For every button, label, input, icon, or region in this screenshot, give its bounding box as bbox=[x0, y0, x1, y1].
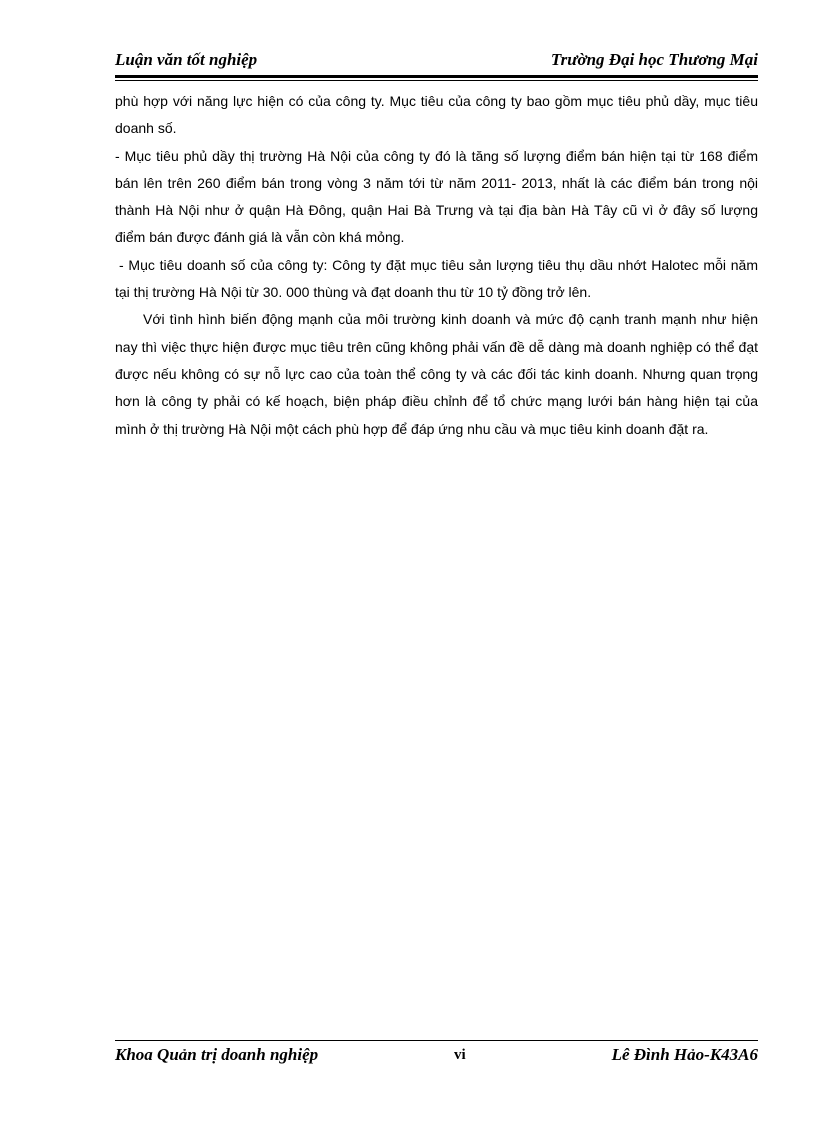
header-divider-thin bbox=[115, 80, 758, 81]
body-text bbox=[115, 88, 758, 443]
university-name: Trường Đại học Thương Mại bbox=[550, 50, 758, 69]
thesis-label: Luận văn tốt nghiệp bbox=[115, 50, 258, 69]
author-name: Lê Đình Hảo-K43A6 bbox=[611, 1045, 758, 1064]
page-header bbox=[115, 46, 758, 76]
page-number: vi bbox=[454, 1047, 466, 1063]
paragraph-conclusion: Với tình hình biến động mạnh của môi trường kinh doanh và mức độ cạnh tranh mạnh như hiện nay thì việc thực hiện được mục tiêu trên cũng không phải vấn đề dễ dàng mà doanh nghiệp có thể đạt được nếu không có sự nỗ lực cao của toàn thể công ty và các đối tác kinh doanh. Nhưng quan trọng hơn là công ty phải có kế hoạch, biện pháp điều chỉnh để tổ chức mạng lưới bán hàng hiện tại của mình ở thị trường Hà Nội một cách phù hợp để đáp ứng nhu cầu và mục tiêu kinh doanh đặt ra. bbox=[115, 311, 758, 437]
header-divider-thick bbox=[115, 75, 758, 78]
faculty-name: Khoa Quản trị doanh nghiệp bbox=[115, 1045, 319, 1064]
footer-divider bbox=[115, 1040, 758, 1041]
paragraph-sales-goal: - Mục tiêu doanh số của công ty: Công ty đặt mục tiêu sản lượng tiêu thụ dầu nhớt Halotec mỗi năm tại thị trường Hà Nội từ 30. 000 thùng và đạt doanh thu từ 10 tỷ đồng trở lên. bbox=[115, 256, 758, 301]
paragraph-coverage-goal: - Mục tiêu phủ dầy thị trường Hà Nội của công ty đó là tăng số lượng điểm bán hiện tại từ 168 điểm bán lên trên 260 điểm bán trong vòng 3 năm tới từ năm 2011- 2013, nhất là các điểm bán trong nội thành Hà Nội như ở quận Hà Đông, quận Hai Bà Trưng và tại địa bàn Hà Tây cũ vì ở đây số lượng điểm bán được đánh giá là vẫn còn khá mỏng. bbox=[115, 147, 758, 246]
paragraph-continuation: phù hợp với năng lực hiện có của công ty. Mục tiêu của công ty bao gồm mục tiêu phủ dầy, mục tiêu doanh số. bbox=[115, 93, 758, 137]
page-footer bbox=[115, 1043, 758, 1069]
